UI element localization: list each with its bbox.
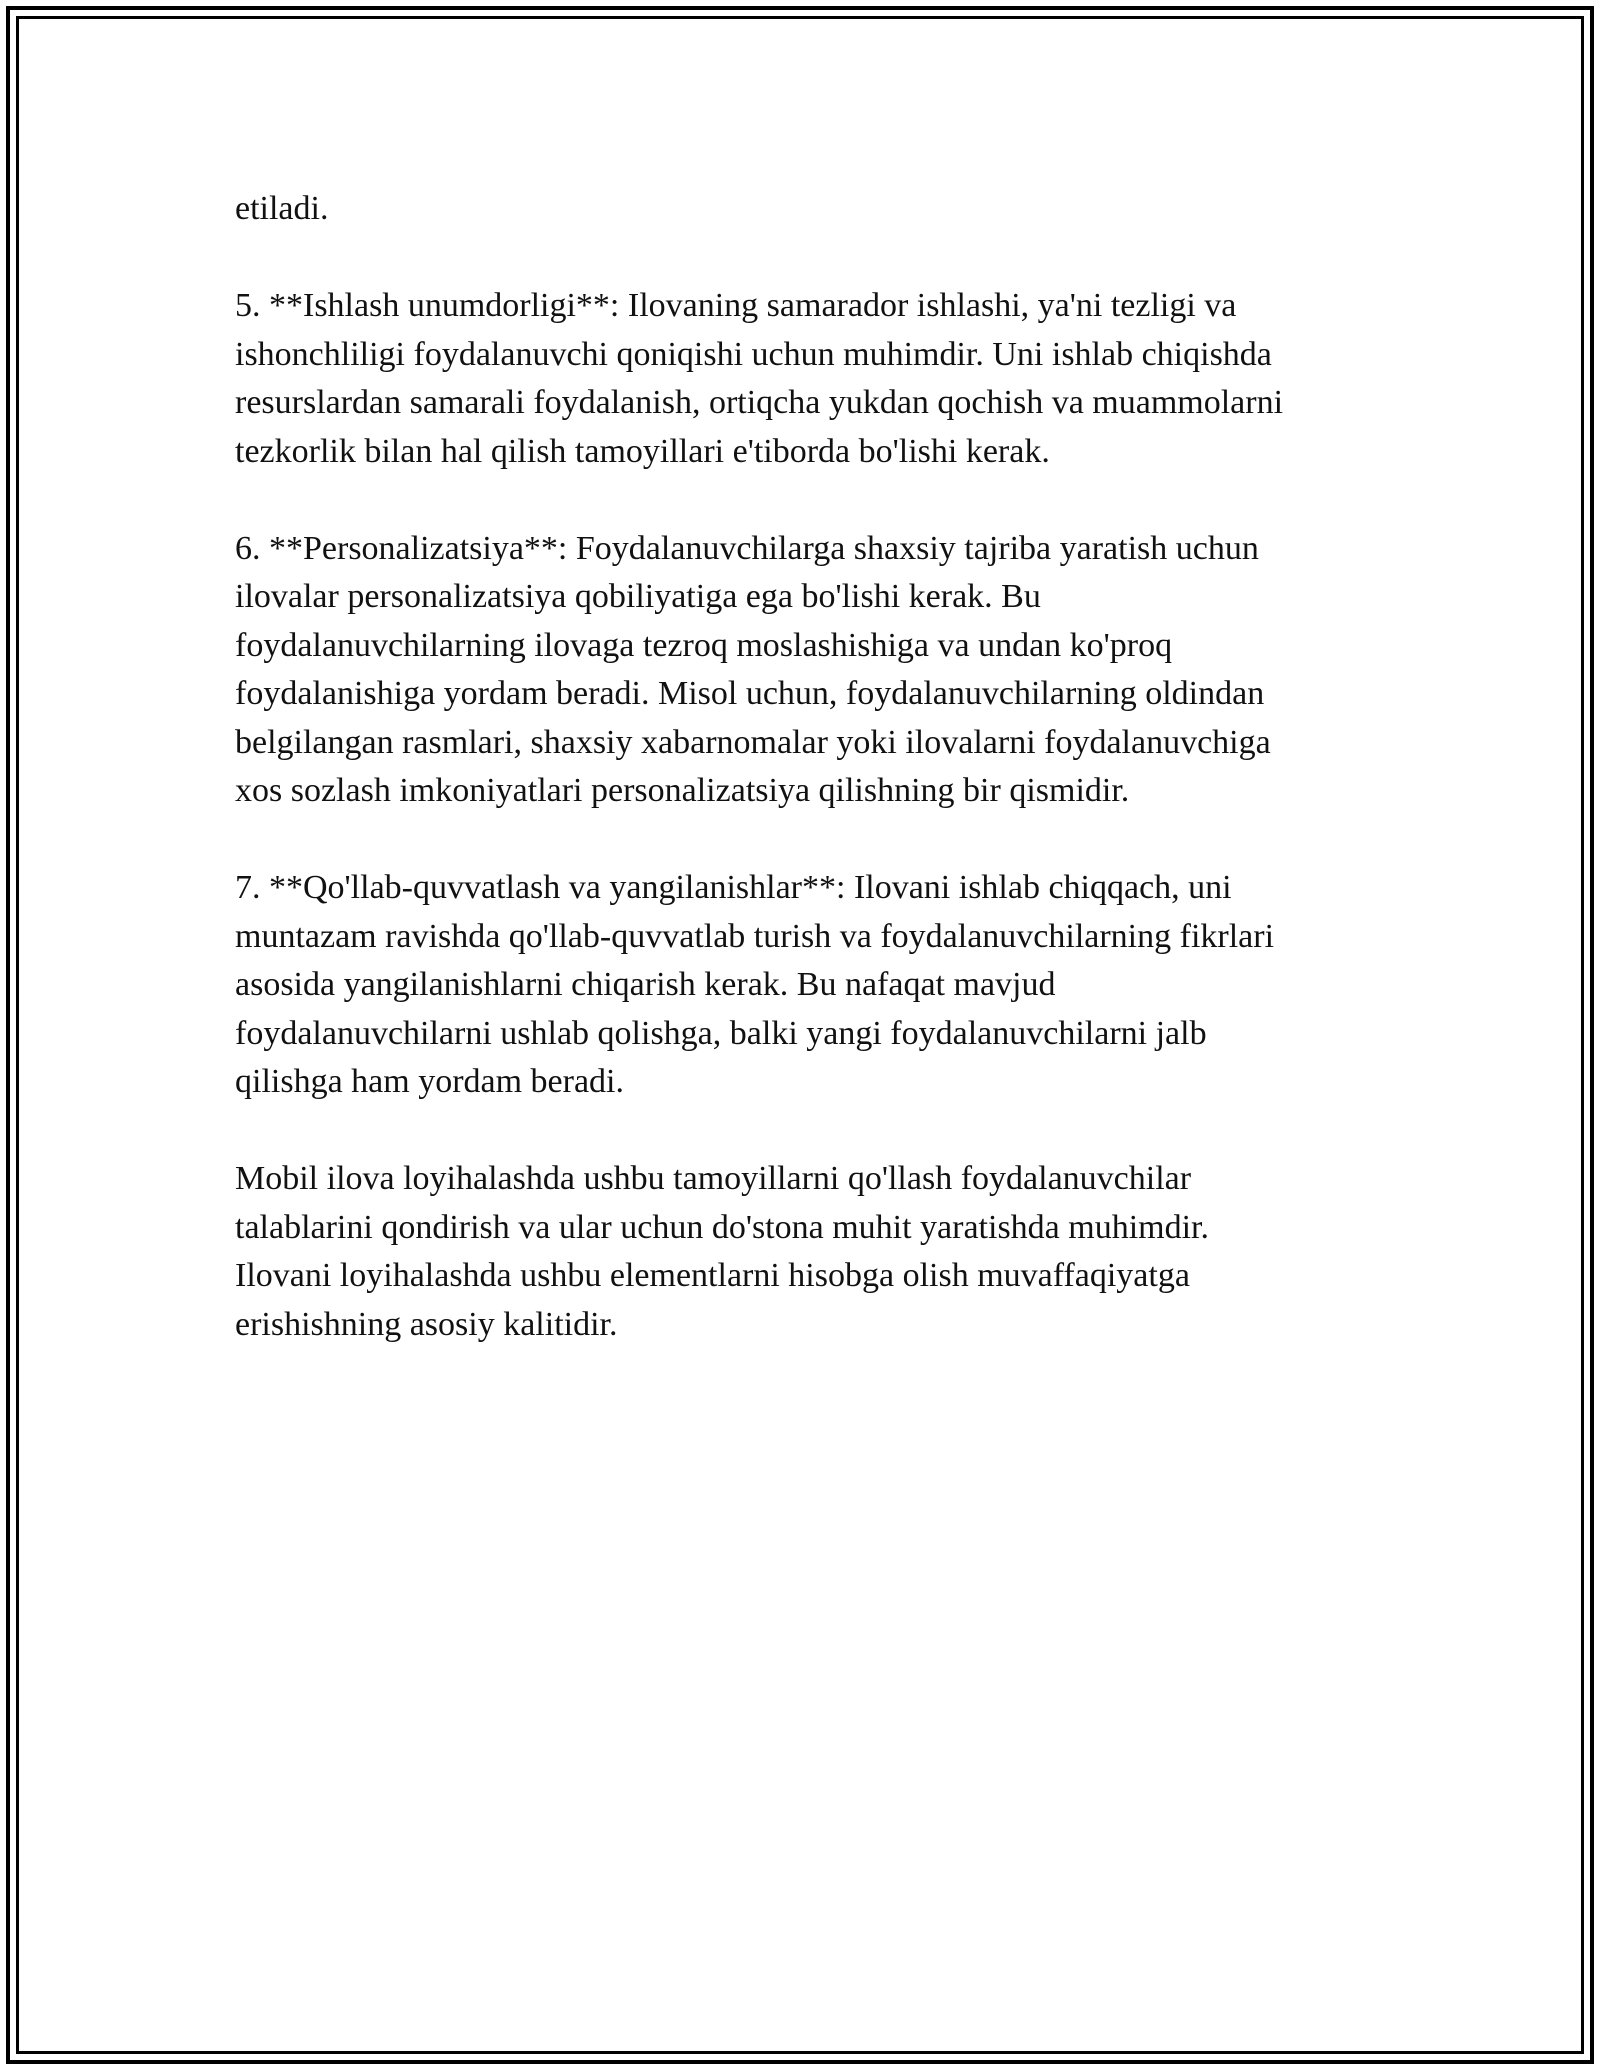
paragraph-item-6-personalization: 6. **Personalizatsiya**: Foydalanuvchilarga shaxsiy tajriba yaratish uchun ilovalar personalizatsiya qobiliyatiga ega bo'lishi kerak. Bu foydalanuvchilarning ilovaga tezroq moslashishiga va undan ko'proq foydalanishiga yordam beradi. Misol uchun, foydalanuvchilarning oldindan belgilangan rasmlari, shaxsiy xabarnomalar yoki ilovalarni foydalanuvchiga xos sozlash imkoniyatlari personalizatsiya qilishning bir qismidir. <box>235 529 1271 809</box>
paragraph-continuation: etiladi. <box>235 190 329 227</box>
paragraph-item-7-support-updates: 7. **Qo'llab-quvvatlash va yangilanishlar**: Ilovani ishlab chiqqach, uni muntazam ravishda qo'llab-quvvatlab turish va foydalanuvchilarning fikrlari asosida yangilanishlarni chiqarish kerak. Bu nafaqat mavjud foydalanuvchilarni ushlab qolishga, balki yangi foydalanuvchilarni jalb qilishga ham yordam beradi. <box>235 869 1275 1100</box>
paragraph-conclusion: Mobil ilova loyihalashda ushbu tamoyillarni qo'llash foydalanuvchilar talablarini qondirish va ular uchun do'stona muhit yaratishda muhimdir. Ilovani loyihalashda ushbu elementlarni hisobga olish muvaffaqiyatga erishishning asosiy kalitidir. <box>235 1160 1209 1343</box>
document-body <box>235 185 1375 1349</box>
paragraph-item-5-performance: 5. **Ishlash unumdorligi**: Ilovaning samarador ishlashi, ya'ni tezligi va ishonchliligi foydalanuvchi qoniqishi uchun muhimdir. Uni ishlab chiqishda resurslardan samarali foydalanish, ortiqcha yukdan qochish va muammolarni tezkorlik bilan hal qilish tamoyillari e'tiborda bo'lishi kerak. <box>235 287 1284 470</box>
